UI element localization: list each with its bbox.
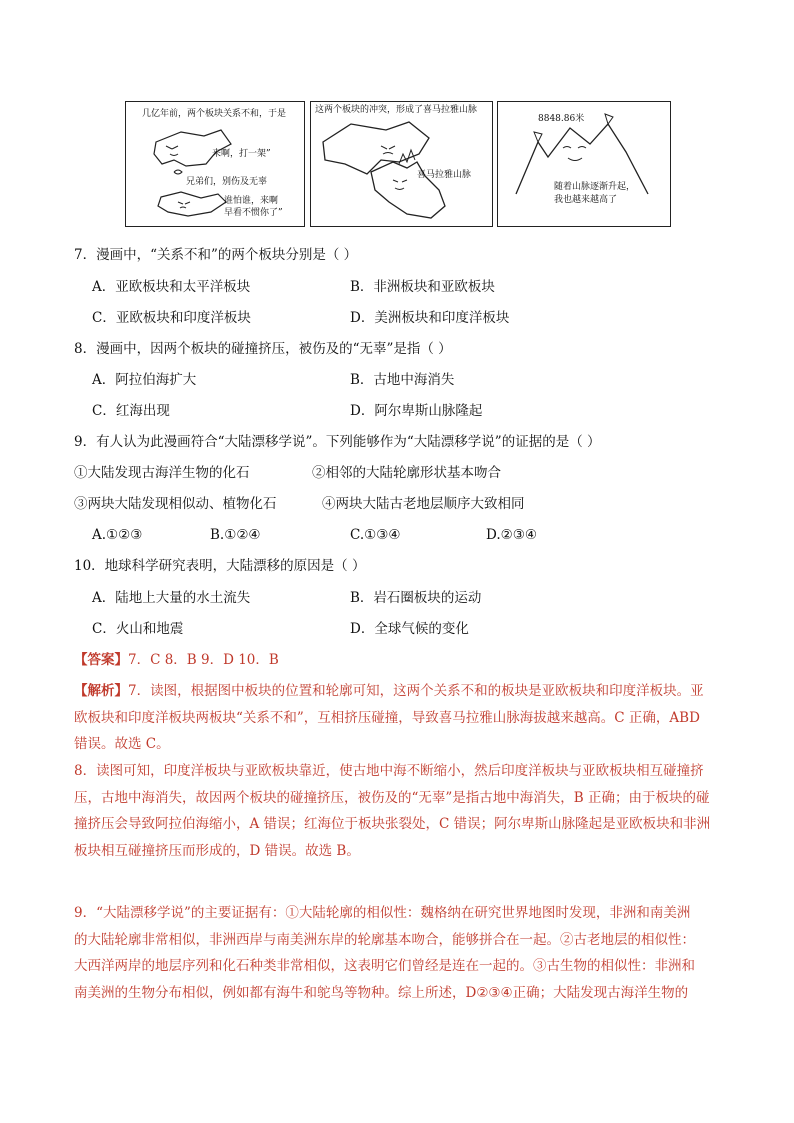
analysis-8-line: 撞挤压会导致阿拉伯海缩小，A 错误；红海位于板块张裂处，C 错误；阿尔卑斯山脉隆起是亚欧板块和非洲 (74, 816, 711, 833)
question-8-stem: 8．漫画中，因两个板块的碰撞挤压，被伤及的“无辜”是指（ ） (74, 341, 452, 357)
q9-statement-3: ③两块大陆发现相似动、植物化石 (74, 496, 277, 512)
analysis-7-line: 错误。故选 C。 (74, 736, 170, 753)
analysis-8-line: 压，古地中海消失，故因两个板块的碰撞挤压，被伤及的“无辜”是指古地中海消失，B 正确；由于板块的碰 (74, 789, 710, 806)
analysis-8-line: 8．读图可知，印度洋板块与亚欧板块靠近，使古地中海不断缩小，然后印度洋板块与亚欧板块相互碰撞挤 (74, 763, 704, 779)
q9-statement-2: ②相邻的大陆轮廓形状基本吻合 (312, 465, 501, 481)
comic-caption: 几亿年前，两个板块关系不和，于是 (142, 109, 287, 119)
plates-collision-drawing (311, 102, 492, 226)
analysis-9-line: 的大陆轮廓非常相似，非洲西岸与南美洲东岸的轮廓基本吻合，能够拼合在一起。②古老地层的相似性： (74, 931, 695, 948)
analysis-7-line: 7．读图，根据图中板块的位置和轮廓可知，这两个关系不和的板块是亚欧板块和印度洋板块。亚 (128, 683, 704, 699)
himalaya-label: 喜马拉雅山脉 (417, 170, 472, 180)
q7-option-c: C．亚欧板块和印度洋板块 (92, 310, 251, 326)
q7-option-b: B．非洲板块和亚欧板块 (350, 279, 495, 295)
q8-option-c: C．红海出现 (92, 403, 170, 419)
analysis-label: 【解析】 (74, 683, 128, 699)
comic-speech: 谁怕谁，来啊 (224, 196, 279, 206)
q10-option-d: D．全球气候的变化 (350, 621, 469, 637)
analysis-9-line: 9．“大陆漂移学说”的主要证据有：①大陆轮廓的相似性：魏格纳在研究世界地图时发现，非洲和南美洲 (74, 905, 691, 921)
q8-option-a: A．阿拉伯海扩大 (92, 372, 197, 388)
comic-panel-1 (125, 101, 305, 227)
q7-option-a: A．亚欧板块和太平洋板块 (92, 279, 251, 295)
q10-option-a: A．陆地上大量的水土流失 (92, 590, 251, 606)
comic-text: 我也越来越高了 (554, 195, 618, 205)
q7-option-d: D．美洲板块和印度洋板块 (350, 310, 510, 326)
question-10-stem: 10．地球科学研究表明，大陆漂移的原因是（ ） (74, 558, 366, 574)
q9-option-c: C.①③④ (350, 527, 401, 543)
comic-speech: 兄弟们，别伤及无辜 (186, 177, 268, 187)
analysis-9-line: 大西洋两岸的地层序列和化石种类非常相似，这表明它们曾经是连在一起的。③古生物的相似性：非洲和 (74, 958, 695, 975)
q9-statement-4: ④两块大陆古老地层顺序大致相同 (322, 496, 525, 512)
q10-option-b: B．岩石圈板块的运动 (350, 590, 482, 606)
comic-text: 随着山脉逐渐升起， (554, 182, 636, 192)
q9-option-b: B.①②④ (210, 527, 261, 543)
mountain-height-label: 8848.86米 (538, 114, 585, 124)
analysis-8-line: 板块相互碰撞挤压而形成的，D 错误。故选 B。 (74, 842, 360, 859)
q8-option-b: B．古地中海消失 (350, 372, 455, 388)
question-7-stem: 7．漫画中，“关系不和”的两个板块分别是（ ） (74, 247, 358, 263)
q8-option-d: D．阿尔卑斯山脉隆起 (350, 403, 483, 419)
comic-panel-3 (497, 101, 671, 227)
analysis-9-line: 南美洲的生物分布相似，例如都有海牛和鸵鸟等物种。综上所述，D②③④正确；大陆发现古海洋生物的 (74, 984, 689, 1001)
answer-label: 【答案】 (74, 652, 128, 668)
q9-statement-1: ①大陆发现古海洋生物的化石 (74, 465, 250, 481)
comic-panel-2 (310, 101, 493, 227)
question-9-stem: 9．有人认为此漫画符合“大陆漂移学说”。下列能够作为“大陆漂移学说”的证据的是（ ） (74, 434, 601, 450)
answer-line (74, 650, 279, 670)
answer-text: 7．C 8．B 9．D 10．B (128, 652, 279, 668)
analysis-7-line: 欧板块和印度洋板块两板块“关系不和”，互相挤压碰撞，导致喜马拉雅山脉海拔越来越高。C 正确，ABD (74, 709, 700, 726)
analysis-8 (74, 758, 724, 864)
q9-option-d: D.②③④ (486, 527, 537, 543)
comic-caption: 这两个板块的冲突，形成了喜马拉雅山脉 (315, 105, 478, 115)
analysis-7 (74, 678, 724, 758)
q10-option-c: C．火山和地震 (92, 621, 184, 637)
comic-speech: 早看不惯你了” (224, 208, 283, 218)
q9-option-a: A.①②③ (92, 527, 143, 543)
analysis-9 (74, 900, 724, 1006)
comic-speech: 来啊，打一架” (212, 149, 271, 159)
